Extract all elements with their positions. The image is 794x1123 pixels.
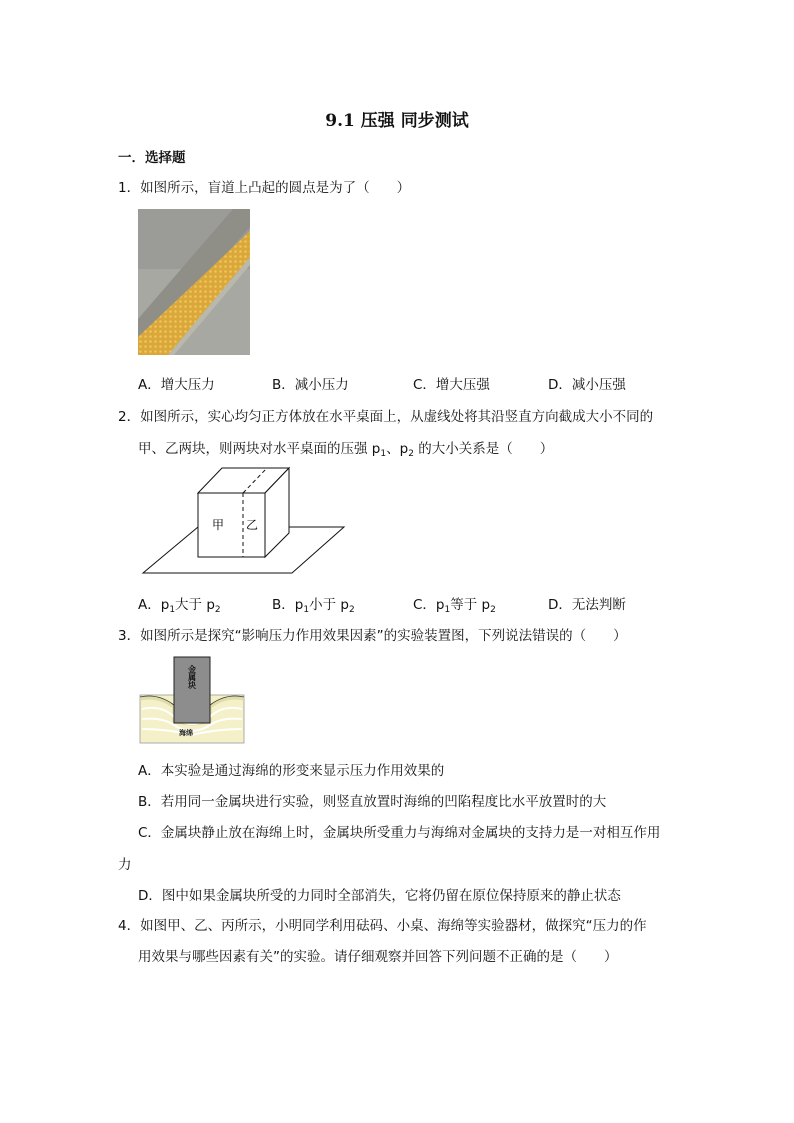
question-2-stem-line1 — [118, 405, 653, 425]
q3-option-c-line2: 力 — [118, 857, 132, 873]
q2-option-a: A．$p_1$大于 $p_2$ — [138, 597, 221, 615]
q2-option-b: B．$p_1$小于 $p_2$ — [272, 597, 355, 615]
metal-block-on-sponge-diagram — [138, 655, 246, 745]
question-text: 如图所示，盲道上凸起的圆点是为了（ ） — [140, 180, 411, 196]
label-sponge: 海绵 — [179, 729, 193, 737]
q1-option-a: A．增大压力 — [138, 377, 215, 393]
label-metal-block: 金属块 — [187, 665, 197, 689]
question-number: 3． — [118, 628, 141, 644]
q1-option-c: C．增大压强 — [413, 377, 490, 393]
q3-option-a: A．本实验是通过海绵的形变来显示压力作用效果的 — [138, 763, 445, 779]
tactile-paving-photo — [138, 209, 250, 355]
question-4-stem-line1 — [118, 914, 647, 934]
label-jia: 甲 — [212, 518, 225, 532]
q3-option-c-line1: C．金属块静止放在海绵上时，金属块所受重力与海绵对金属块的支持力是一对相互作用 — [138, 825, 661, 841]
question-number: 2． — [118, 409, 141, 425]
question-text: 如图所示，实心均匀正方体放在水平桌面上，从虚线处将其沿竖直方向截成大小不同的 — [140, 409, 654, 425]
question-4-stem-line2: 用效果与哪些因素有关”的实验。请仔细观察并回答下列问题不正确的是（ ） — [138, 949, 618, 965]
q1-option-b: B．减小压力 — [272, 377, 349, 393]
question-1-stem — [118, 176, 410, 196]
q3-option-b: B．若用同一金属块进行实验，则竖直放置时海绵的凹陷程度比水平放置时的大 — [138, 794, 607, 810]
question-text: 如图所示是探究“影响压力作用效果因素”的实验装置图，下列说法错误的（ ） — [140, 628, 627, 644]
section-heading: 一．选择题 — [118, 150, 186, 166]
question-3-stem — [118, 624, 627, 644]
page-title: 9.1 压强 同步测试 — [325, 111, 469, 131]
question-2-stem-line2: 甲、乙两块，则两块对水平桌面的压强 $p_1$、$p_2$ 的大小关系是（ ） — [138, 441, 554, 459]
q2-option-d: D．无法判断 — [548, 597, 626, 613]
question-text: 如图甲、乙、丙所示，小明同学利用砝码、小桌、海绵等实验器材，做探究“压力的作 — [140, 918, 647, 934]
question-number: 1． — [118, 180, 141, 196]
label-yi: 乙 — [246, 518, 259, 532]
cube-on-table-diagram — [140, 465, 348, 577]
question-number: 4． — [118, 918, 141, 934]
q1-option-d: D．减小压强 — [548, 377, 626, 393]
q3-option-d: D．图中如果金属块所受的力同时全部消失，它将仍留在原位保持原来的静止状态 — [138, 888, 621, 904]
q2-option-c: C．$p_1$等于 $p_2$ — [413, 597, 496, 615]
